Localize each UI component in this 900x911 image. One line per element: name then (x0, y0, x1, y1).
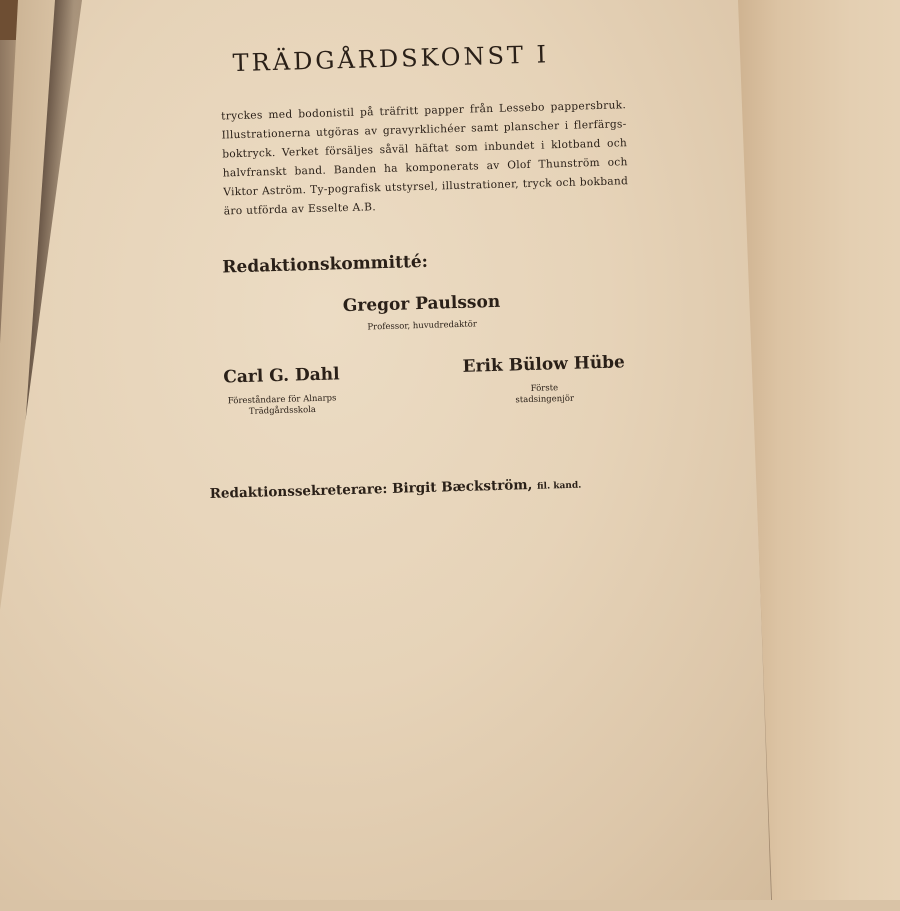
title-line: Föreståndare för Alnarps (227, 393, 337, 407)
editorial-secretary-line (210, 476, 582, 502)
committee-heading: Redaktionskommitté: (222, 251, 429, 278)
colophon-line: komponerats av Olof Thunström och Viktor Aström. Ty- (223, 156, 628, 199)
committee-member-title (452, 381, 638, 408)
committee-member-name: Carl G. Dahl (223, 364, 340, 388)
title-line: Förste (530, 383, 559, 394)
colophon-line: utförda av Esselte A.B. (246, 201, 377, 217)
editor-in-chief-name: Gregor Paulsson (342, 291, 501, 317)
secretary-label: Redaktionssekreterare: (209, 481, 388, 502)
colophon-line: som inbundet i klotband och halvfranskt band. Banden ha (222, 137, 628, 180)
committee-member-name: Erik Bülow Hübe (462, 352, 626, 377)
committee-member-title (212, 393, 353, 419)
secretary-name: Birgit Bæckström, (391, 476, 533, 497)
colophon-paragraph (221, 96, 629, 221)
colophon-line: tryckes med bodonistil på träfritt papper från Lessebo (221, 101, 545, 123)
colophon-line: planscher i flerfärgs-boktryck. Verket försäljes såväl häftat (222, 118, 627, 161)
title-line: stadsingenjör (515, 393, 575, 406)
book-title: TRÄDGÅRDSKONST I (232, 40, 550, 78)
colophon-line: pappersbruk. Illustrationerna utgöras av gravyrklichéer samt (221, 99, 627, 142)
colophon-line: pografisk utstyrsel, illustrationer, tryck och bokband äro (223, 175, 629, 218)
editor-in-chief-title: Professor, huvudredaktör (367, 319, 477, 333)
title-line: Trädgårdsskola (248, 404, 317, 417)
secretary-degree: fil. kand. (536, 480, 582, 492)
